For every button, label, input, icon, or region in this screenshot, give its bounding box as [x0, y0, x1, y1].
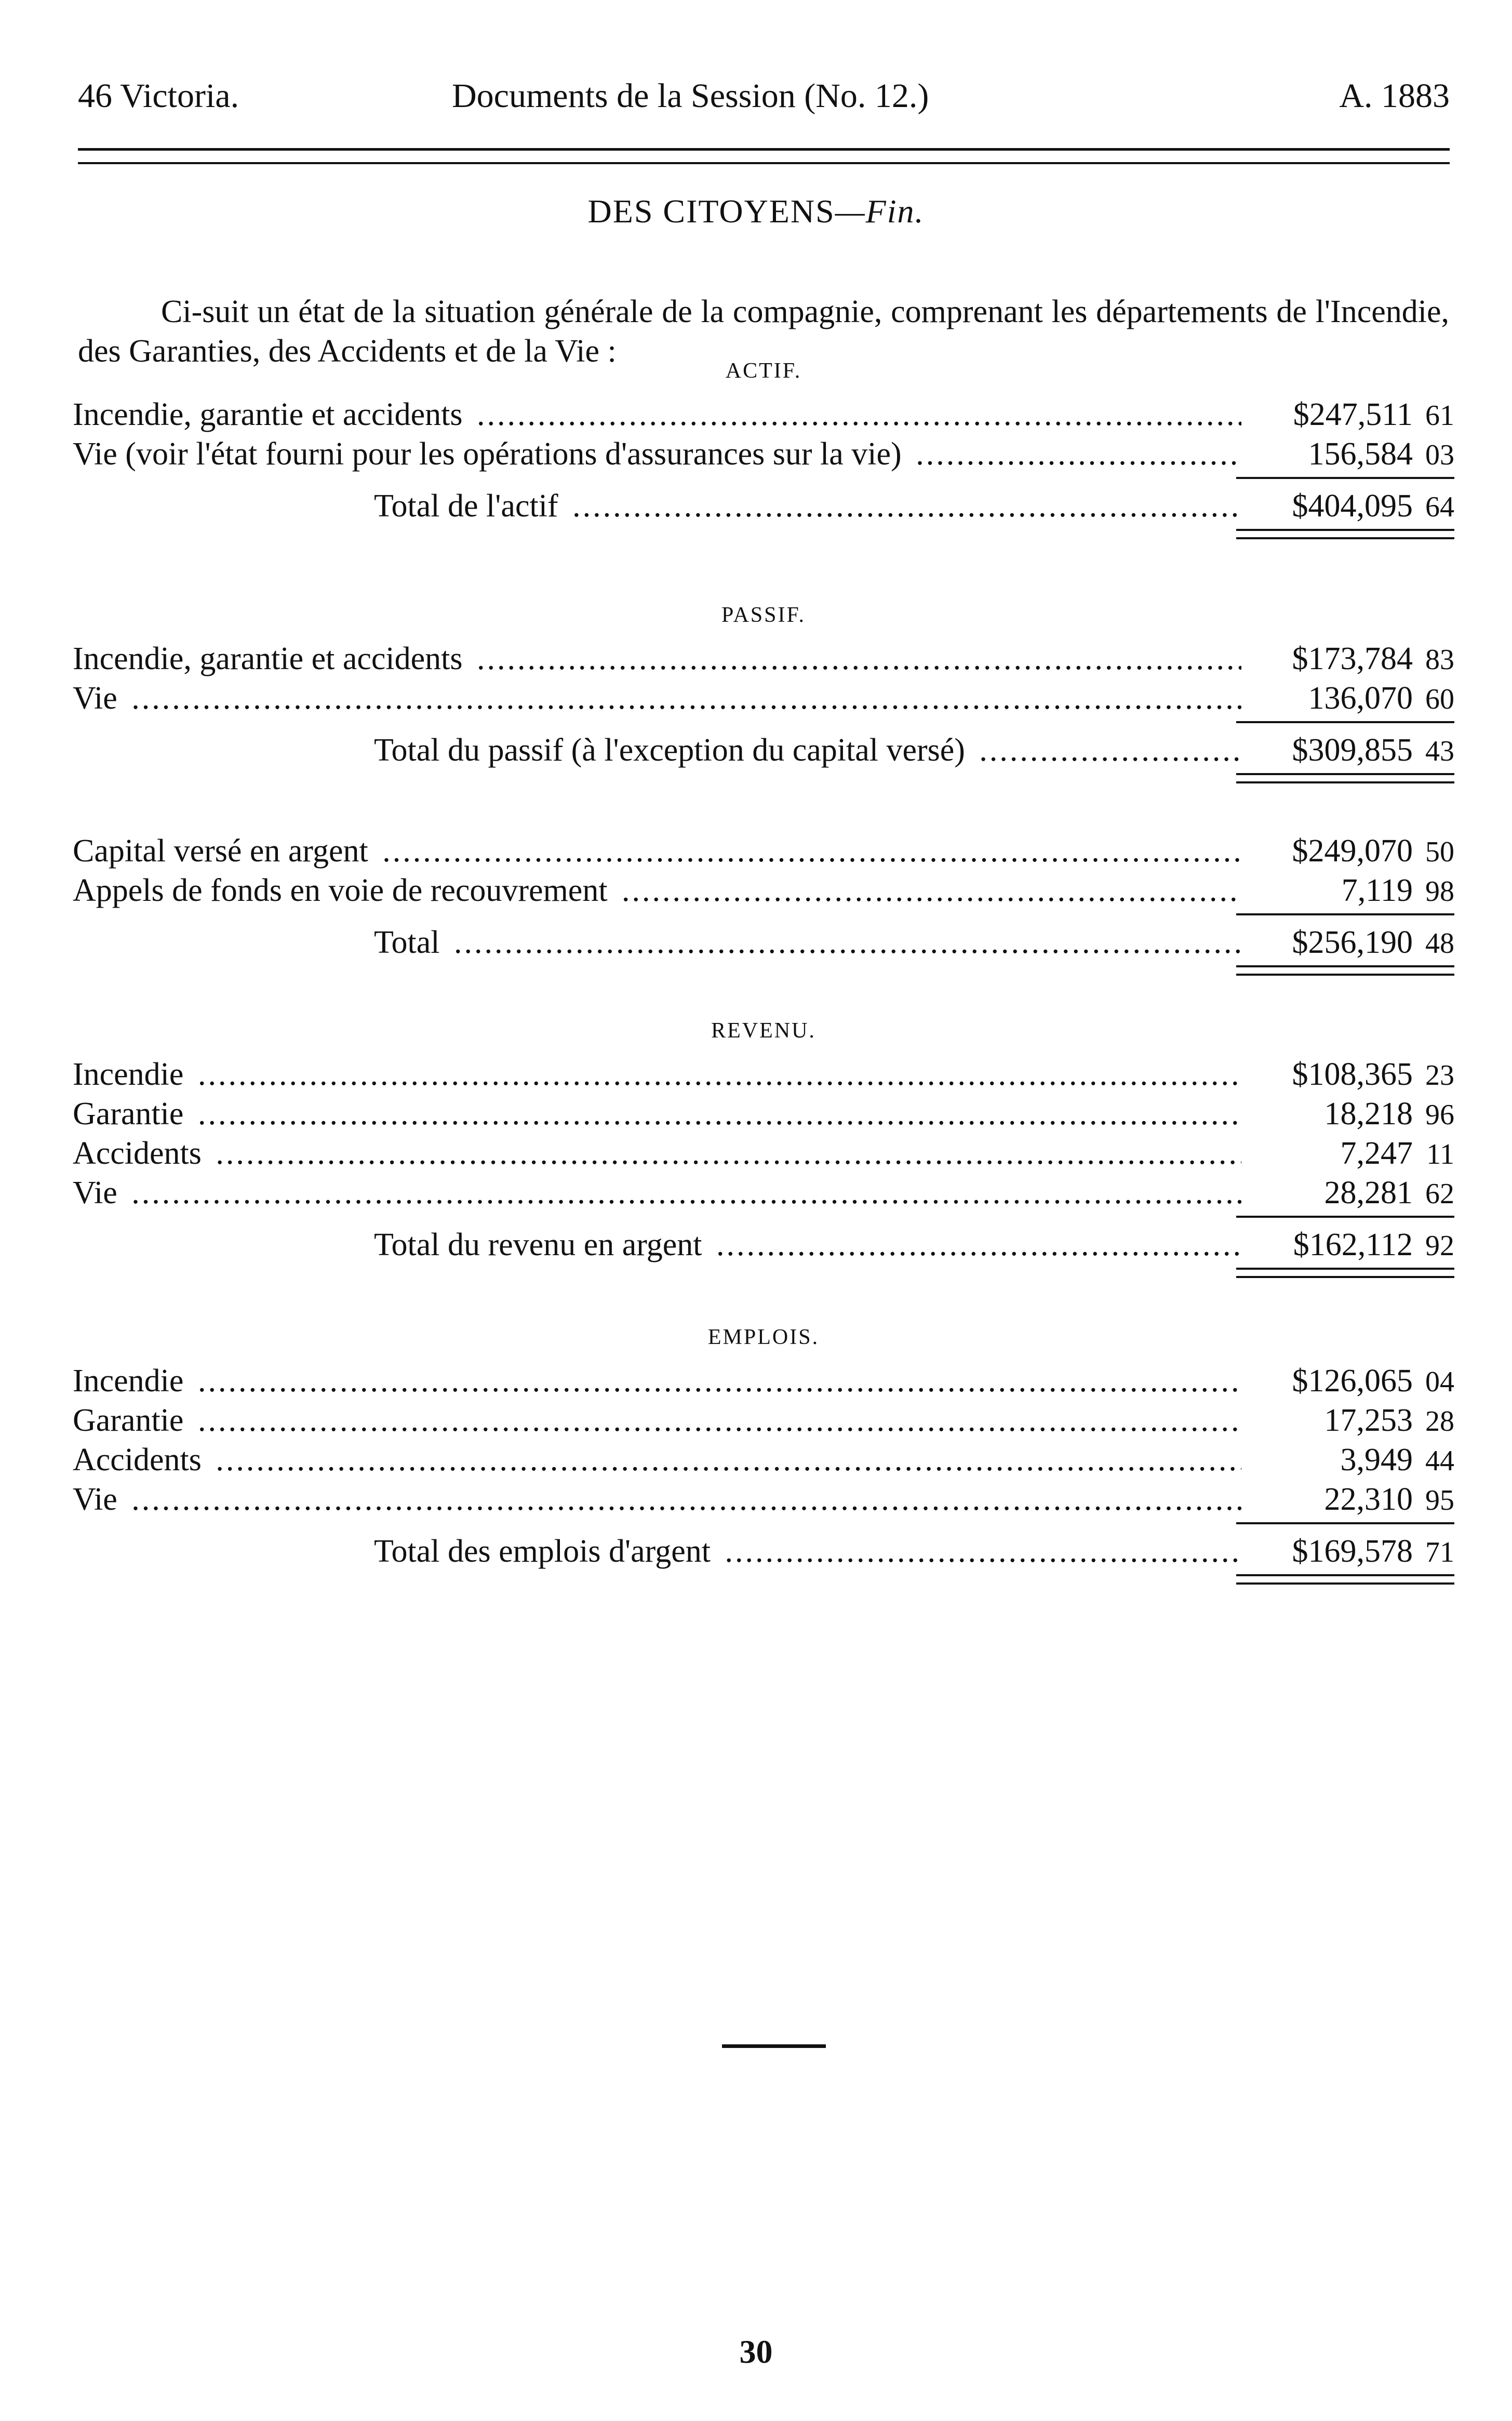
table-row — [73, 1440, 1454, 1480]
total-cents: 64 — [1425, 491, 1454, 523]
running-head — [78, 73, 1450, 119]
total-cents: 71 — [1425, 1536, 1454, 1568]
sum-rule — [73, 910, 1454, 917]
total-dollars: $169,578 — [1292, 1534, 1413, 1569]
row-label: Vie — [73, 1175, 122, 1210]
total-row — [73, 1225, 1454, 1265]
row-cents: 98 — [1425, 875, 1454, 908]
closing-rule — [722, 2044, 826, 2048]
total-label: Total des emplois d'argent — [374, 1534, 715, 1569]
total-double-rule — [73, 962, 1454, 978]
table-row — [73, 1361, 1454, 1401]
row-cents: 61 — [1425, 400, 1454, 432]
total-row — [73, 923, 1454, 962]
row-dollars: $108,365 — [1292, 1057, 1413, 1092]
row-label: Garantie — [73, 1403, 188, 1438]
row-cents: 04 — [1425, 1366, 1454, 1398]
header-volume: 46 Victoria. — [78, 77, 239, 115]
section-title-main: DES CITOYENS — [587, 193, 835, 230]
row-dollars: 3,949 — [1340, 1442, 1413, 1478]
table-row — [73, 1401, 1454, 1440]
row-dollars: 17,253 — [1324, 1403, 1413, 1438]
total-row — [73, 486, 1454, 526]
table-row — [73, 1480, 1454, 1519]
actif-heading: ACTIF. — [725, 359, 802, 383]
row-label: Accidents — [73, 1136, 206, 1171]
table-row — [73, 1134, 1454, 1173]
total-dollars: $162,112 — [1293, 1227, 1413, 1262]
intro-paragraph: Ci-suit un état de la situation générale de la compagnie, comprenant les départements de l'Incendie, des Garanties, des Accidents et de la Vie : — [78, 294, 1449, 369]
passif-heading: PASSIF. — [721, 603, 806, 627]
row-cents: 28 — [1425, 1405, 1454, 1438]
row-cents: 11 — [1426, 1138, 1454, 1170]
section-title — [0, 192, 1512, 231]
table-row — [73, 831, 1454, 871]
table-row — [73, 871, 1454, 910]
capital-section — [73, 831, 1454, 978]
revenu-section — [73, 1018, 1454, 1280]
sum-rule — [73, 474, 1454, 481]
row-dollars: $247,511 — [1293, 397, 1413, 432]
row-dollars: 28,281 — [1324, 1175, 1413, 1210]
row-label: Capital versé en argent — [73, 833, 372, 869]
row-dollars: $126,065 — [1292, 1363, 1413, 1399]
table-row — [73, 1055, 1454, 1094]
row-label: Incendie — [73, 1057, 188, 1092]
total-label: Total du revenu en argent — [374, 1227, 706, 1262]
table-row — [73, 679, 1454, 718]
row-cents: 03 — [1425, 439, 1454, 471]
total-cents: 43 — [1425, 735, 1454, 767]
row-cents: 62 — [1425, 1178, 1454, 1210]
revenu-heading: REVENU. — [711, 1019, 816, 1043]
total-double-rule — [73, 1571, 1454, 1587]
row-label: Incendie, garantie et accidents — [73, 641, 466, 676]
header-session: Documents de la Session (No. 12.) — [452, 77, 929, 115]
row-dollars: $249,070 — [1292, 833, 1413, 869]
total-double-rule — [73, 1265, 1454, 1280]
row-cents: 96 — [1425, 1099, 1454, 1131]
row-cents: 50 — [1425, 836, 1454, 868]
row-cents: 44 — [1425, 1445, 1454, 1477]
row-dollars: 7,247 — [1340, 1136, 1413, 1171]
table-row — [73, 434, 1454, 474]
table-row — [73, 1094, 1454, 1134]
row-dollars: $173,784 — [1292, 641, 1413, 676]
total-cents: 92 — [1425, 1230, 1454, 1262]
total-label: Total — [374, 925, 444, 960]
row-label: Vie (voir l'état fourni pour les opérations d'assurances sur la vie) — [73, 436, 906, 472]
row-label: Appels de fonds en voie de recouvrement — [73, 873, 612, 908]
table-row — [73, 395, 1454, 434]
actif-section — [73, 358, 1454, 541]
total-double-rule — [73, 526, 1454, 541]
row-dollars: 156,584 — [1308, 436, 1413, 472]
sum-rule — [73, 1519, 1454, 1526]
row-label: Accidents — [73, 1442, 206, 1478]
row-label: Incendie, garantie et accidents — [73, 397, 466, 432]
section-title-suffix: —Fin. — [835, 193, 925, 230]
page-number: 30 — [739, 2333, 773, 2370]
row-cents: 23 — [1425, 1059, 1454, 1092]
row-cents: 60 — [1425, 683, 1454, 715]
row-label: Vie — [73, 681, 122, 716]
emplois-heading: EMPLOIS. — [707, 1325, 820, 1349]
total-dollars: $309,855 — [1292, 733, 1413, 768]
total-row — [73, 1532, 1454, 1571]
total-label: Total du passif (à l'exception du capital versé) — [374, 733, 969, 768]
passif-section — [73, 603, 1454, 786]
row-cents: 95 — [1425, 1484, 1454, 1517]
row-label: Vie — [73, 1482, 122, 1517]
row-label: Incendie — [73, 1363, 188, 1399]
row-dollars: 7,119 — [1341, 873, 1413, 908]
sum-rule — [73, 718, 1454, 725]
row-cents: 83 — [1425, 644, 1454, 676]
header-double-rule — [78, 148, 1450, 164]
total-double-rule — [73, 770, 1454, 786]
table-row — [73, 1173, 1454, 1213]
row-dollars: 136,070 — [1308, 681, 1413, 716]
total-row — [73, 730, 1454, 770]
emplois-section — [73, 1325, 1454, 1587]
total-label: Total de l'actif — [374, 488, 563, 524]
total-cents: 48 — [1425, 927, 1454, 960]
row-label: Garantie — [73, 1096, 188, 1132]
table-row — [73, 639, 1454, 679]
total-dollars: $404,095 — [1292, 488, 1413, 524]
row-dollars: 18,218 — [1324, 1096, 1413, 1132]
total-dollars: $256,190 — [1292, 925, 1413, 960]
row-dollars: 22,310 — [1324, 1482, 1413, 1517]
header-year: A. 1883 — [1339, 77, 1450, 115]
sum-rule — [73, 1213, 1454, 1220]
